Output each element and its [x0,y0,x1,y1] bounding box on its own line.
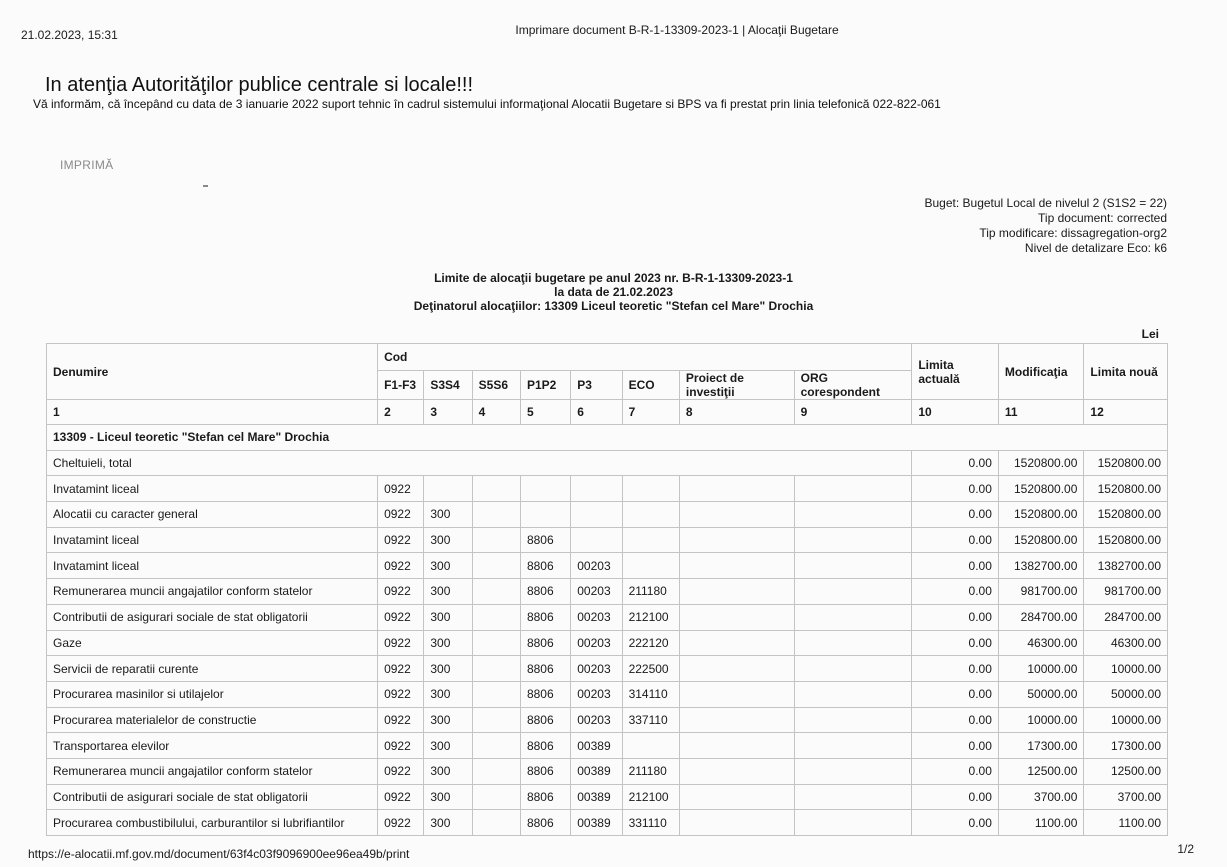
row-p3: 00389 [571,784,622,810]
row-denumire: Remunerarea muncii angajatilor conform statelor [47,758,378,784]
row-p3: 00203 [571,553,622,579]
meta-buget: Buget: Bugetul Local de nivelul 2 (S1S2 = 22) [924,196,1167,210]
row-modificatia: 981700.00 [998,579,1084,605]
row-p1p2: 8806 [520,707,570,733]
row-limita-actuala: 0.00 [912,784,999,810]
row-eco: 212100 [622,604,679,630]
footer-url: https://e-alocatii.mf.gov.md/document/63f4c03f9096900ee96ea49b/print [28,847,410,861]
table-row [47,527,1168,553]
row-f1f3: 0922 [378,502,424,528]
row-p3: 00203 [571,604,622,630]
row-s3s4: 300 [424,502,472,528]
row-p3: 00203 [571,707,622,733]
row-f1f3: 0922 [378,758,424,784]
col-modificatia: Modificaţia [998,344,1084,400]
col-p3: P3 [571,371,622,400]
row-s5s6 [472,476,520,502]
column-number: 2 [378,400,424,425]
print-button[interactable]: IMPRIMĂ [60,158,114,172]
row-s5s6 [472,630,520,656]
row-modificatia: 1520800.00 [998,502,1084,528]
column-number: 12 [1084,400,1168,425]
table-row [47,476,1168,502]
row-denumire: Procurarea masinilor si utilajelor [47,681,378,707]
row-limita-actuala: 0.00 [912,502,999,528]
row-modificatia: 17300.00 [998,733,1084,759]
row-limita-actuala: 0.00 [912,553,999,579]
row-limita-noua: 1520800.00 [1084,476,1168,502]
row-proiect [679,604,794,630]
row-p1p2: 8806 [520,656,570,682]
row-modificatia: 12500.00 [998,758,1084,784]
row-limita-noua: 1100.00 [1084,810,1168,836]
row-eco [622,527,679,553]
table-row [47,733,1168,759]
row-eco: 211180 [622,758,679,784]
page-number: 1/2 [1177,842,1194,856]
row-denumire: Remunerarea muncii angajatilor conform statelor [47,579,378,605]
row-s5s6 [472,707,520,733]
row-s3s4 [424,476,472,502]
row-s5s6 [472,553,520,579]
row-p1p2: 8806 [520,733,570,759]
limits-table [46,343,1168,836]
row-s3s4: 300 [424,553,472,579]
row-org [794,553,912,579]
row-f1f3: 0922 [378,810,424,836]
row-s3s4: 300 [424,681,472,707]
row-proiect [679,630,794,656]
row-org [794,810,912,836]
row-proiect [679,502,794,528]
row-denumire: Procurarea combustibilului, carburantilor si lubrifiantilor [47,810,378,836]
row-modificatia: 1520800.00 [998,527,1084,553]
row-limita-actuala: 0.00 [912,810,999,836]
total-row [47,450,1168,476]
row-org [794,630,912,656]
row-proiect [679,784,794,810]
column-number: 1 [47,400,378,425]
row-limita-actuala: 0.00 [912,527,999,553]
row-s5s6 [472,579,520,605]
row-limita-noua: 1382700.00 [1084,553,1168,579]
row-denumire: Alocatii cu caracter general [47,502,378,528]
row-denumire: Invatamint liceal [47,476,378,502]
row-p3: 00203 [571,656,622,682]
row-org [794,527,912,553]
table-row [47,656,1168,682]
row-modificatia: 50000.00 [998,681,1084,707]
row-f1f3: 0922 [378,604,424,630]
row-modificatia: 1520800.00 [998,476,1084,502]
row-p1p2: 8806 [520,681,570,707]
row-org [794,758,912,784]
table-row [47,758,1168,784]
row-limita-actuala: 0.00 [912,707,999,733]
total-limita-actuala: 0.00 [912,450,999,476]
row-modificatia: 284700.00 [998,604,1084,630]
col-proiect: Proiect de investiţii [679,371,794,400]
row-p1p2: 8806 [520,579,570,605]
row-limita-noua: 46300.00 [1084,630,1168,656]
row-s3s4: 300 [424,733,472,759]
divider [203,185,208,187]
row-eco: 222500 [622,656,679,682]
row-s5s6 [472,733,520,759]
row-limita-noua: 981700.00 [1084,579,1168,605]
row-s5s6 [472,681,520,707]
row-limita-noua: 10000.00 [1084,656,1168,682]
row-f1f3: 0922 [378,784,424,810]
row-proiect [679,733,794,759]
row-denumire: Procurarea materialelor de constructie [47,707,378,733]
row-p3 [571,527,622,553]
row-f1f3: 0922 [378,579,424,605]
row-p3: 00389 [571,758,622,784]
currency-label: Lei [1141,327,1159,341]
row-p1p2: 8806 [520,527,570,553]
row-s3s4: 300 [424,758,472,784]
row-proiect [679,476,794,502]
table-row [47,630,1168,656]
row-p1p2: 8806 [520,630,570,656]
row-s3s4: 300 [424,707,472,733]
col-s5s6: S5S6 [472,371,520,400]
row-s5s6 [472,527,520,553]
row-f1f3: 0922 [378,707,424,733]
row-eco [622,733,679,759]
column-number: 11 [998,400,1084,425]
row-s5s6 [472,784,520,810]
row-limita-actuala: 0.00 [912,579,999,605]
row-p3: 00389 [571,733,622,759]
row-limita-noua: 1520800.00 [1084,527,1168,553]
row-limita-noua: 12500.00 [1084,758,1168,784]
row-p1p2 [520,476,570,502]
row-proiect [679,707,794,733]
row-p3: 00203 [571,681,622,707]
row-s3s4: 300 [424,527,472,553]
row-limita-noua: 3700.00 [1084,784,1168,810]
row-limita-actuala: 0.00 [912,733,999,759]
table-row [47,553,1168,579]
row-proiect [679,681,794,707]
row-f1f3: 0922 [378,630,424,656]
print-title: Imprimare document B-R-1-13309-2023-1 | Alocaţii Bugetare [515,23,839,37]
col-denumire: Denumire [47,344,378,400]
column-number: 8 [679,400,794,425]
meta-tip-document: Tip document: corrected [1038,211,1167,225]
column-number: 10 [912,400,999,425]
table-row [47,707,1168,733]
row-org [794,502,912,528]
notice-text: Vă informăm, că începând cu data de 3 ianuarie 2022 suport tehnic în cadrul sistemului informaţional Alocatii Bugetare si BPS va fi prestat prin linia telefonică 022-822-061 [33,97,941,111]
row-p1p2: 8806 [520,553,570,579]
row-proiect [679,579,794,605]
row-p1p2 [520,502,570,528]
row-org [794,476,912,502]
row-eco: 212100 [622,784,679,810]
group-label: 13309 - Liceul teoretic "Stefan cel Mare" Drochia [47,425,1168,451]
row-f1f3: 0922 [378,656,424,682]
row-denumire: Contributii de asigurari sociale de stat obligatorii [47,604,378,630]
row-s5s6 [472,656,520,682]
heading-line-3: Deţinatorul alocaţiilor: 13309 Liceul teoretic "Stefan cel Mare" Drochia [413,299,814,313]
row-modificatia: 10000.00 [998,656,1084,682]
col-p1p2: P1P2 [520,371,570,400]
row-s3s4: 300 [424,810,472,836]
row-org [794,733,912,759]
row-p3: 00203 [571,630,622,656]
row-denumire: Contributii de asigurari sociale de stat obligatorii [47,784,378,810]
row-p3 [571,502,622,528]
row-p3: 00203 [571,579,622,605]
row-limita-actuala: 0.00 [912,476,999,502]
row-s5s6 [472,604,520,630]
table-row [47,681,1168,707]
row-f1f3: 0922 [378,733,424,759]
col-limita-noua: Limita nouă [1084,344,1168,400]
row-proiect [679,758,794,784]
notice-title: In atenţia Autorităţilor publice centrale si locale!!! [45,74,474,96]
row-limita-noua: 50000.00 [1084,681,1168,707]
row-f1f3: 0922 [378,553,424,579]
document-heading [0,271,1227,313]
row-limita-actuala: 0.00 [912,630,999,656]
total-label: Cheltuieli, total [47,450,912,476]
row-proiect [679,553,794,579]
row-s5s6 [472,502,520,528]
row-p3 [571,476,622,502]
col-limita-actuala: Limita actuală [912,344,999,400]
row-eco: 211180 [622,579,679,605]
row-modificatia: 1100.00 [998,810,1084,836]
row-s3s4: 300 [424,579,472,605]
column-number: 6 [571,400,622,425]
row-denumire: Gaze [47,630,378,656]
row-modificatia: 10000.00 [998,707,1084,733]
row-proiect [679,810,794,836]
row-org [794,604,912,630]
row-limita-noua: 17300.00 [1084,733,1168,759]
row-denumire: Transportarea elevilor [47,733,378,759]
row-limita-actuala: 0.00 [912,758,999,784]
document-meta [925,196,1168,256]
row-s5s6 [472,810,520,836]
row-limita-noua: 10000.00 [1084,707,1168,733]
row-limita-actuala: 0.00 [912,681,999,707]
row-org [794,579,912,605]
row-s5s6 [472,758,520,784]
column-number: 3 [424,400,472,425]
col-s3s4: S3S4 [424,371,472,400]
row-org [794,656,912,682]
table-row [47,579,1168,605]
row-eco: 222120 [622,630,679,656]
row-modificatia: 46300.00 [998,630,1084,656]
table-header-row [47,344,1168,371]
meta-tip-modificare: Tip modificare: dissagregation-org2 [979,226,1167,240]
row-f1f3: 0922 [378,681,424,707]
row-denumire: Invatamint liceal [47,553,378,579]
row-eco: 314110 [622,681,679,707]
row-s3s4: 300 [424,604,472,630]
row-p3: 00389 [571,810,622,836]
column-number: 4 [472,400,520,425]
total-limita-noua: 1520800.00 [1084,450,1168,476]
row-org [794,707,912,733]
column-number: 9 [794,400,912,425]
row-f1f3: 0922 [378,527,424,553]
print-datetime: 21.02.2023, 15:31 [21,28,118,42]
row-limita-actuala: 0.00 [912,656,999,682]
row-f1f3: 0922 [378,476,424,502]
group-row [47,425,1168,451]
row-eco [622,476,679,502]
column-number-row [47,400,1168,425]
total-modificatia: 1520800.00 [998,450,1084,476]
table-row [47,604,1168,630]
row-limita-noua: 284700.00 [1084,604,1168,630]
print-header [0,0,1227,40]
col-f1f3: F1-F3 [378,371,424,400]
row-eco [622,553,679,579]
row-proiect [679,527,794,553]
row-denumire: Servicii de reparatii curente [47,656,378,682]
row-limita-actuala: 0.00 [912,604,999,630]
col-org: ORG corespondent [794,371,912,400]
row-s3s4: 300 [424,630,472,656]
column-number: 5 [520,400,570,425]
table-row [47,502,1168,528]
row-denumire: Invatamint liceal [47,527,378,553]
row-p1p2: 8806 [520,758,570,784]
row-proiect [679,656,794,682]
table-row [47,784,1168,810]
row-eco [622,502,679,528]
row-org [794,784,912,810]
col-cod: Cod [378,344,912,371]
row-eco: 331110 [622,810,679,836]
column-number: 7 [622,400,679,425]
meta-nivel-detalizare: Nivel de detalizare Eco: k6 [1024,241,1167,255]
row-org [794,681,912,707]
table-row [47,810,1168,836]
row-s3s4: 300 [424,784,472,810]
row-p1p2: 8806 [520,784,570,810]
row-modificatia: 3700.00 [998,784,1084,810]
row-modificatia: 1382700.00 [998,553,1084,579]
row-s3s4: 300 [424,656,472,682]
heading-line-2: la data de 21.02.2023 [554,285,673,299]
row-p1p2: 8806 [520,810,570,836]
col-eco: ECO [622,371,679,400]
heading-line-1: Limite de alocaţii bugetare pe anul 2023 nr. B-R-1-13309-2023-1 [434,271,793,285]
row-limita-noua: 1520800.00 [1084,502,1168,528]
row-p1p2: 8806 [520,604,570,630]
row-eco: 337110 [622,707,679,733]
